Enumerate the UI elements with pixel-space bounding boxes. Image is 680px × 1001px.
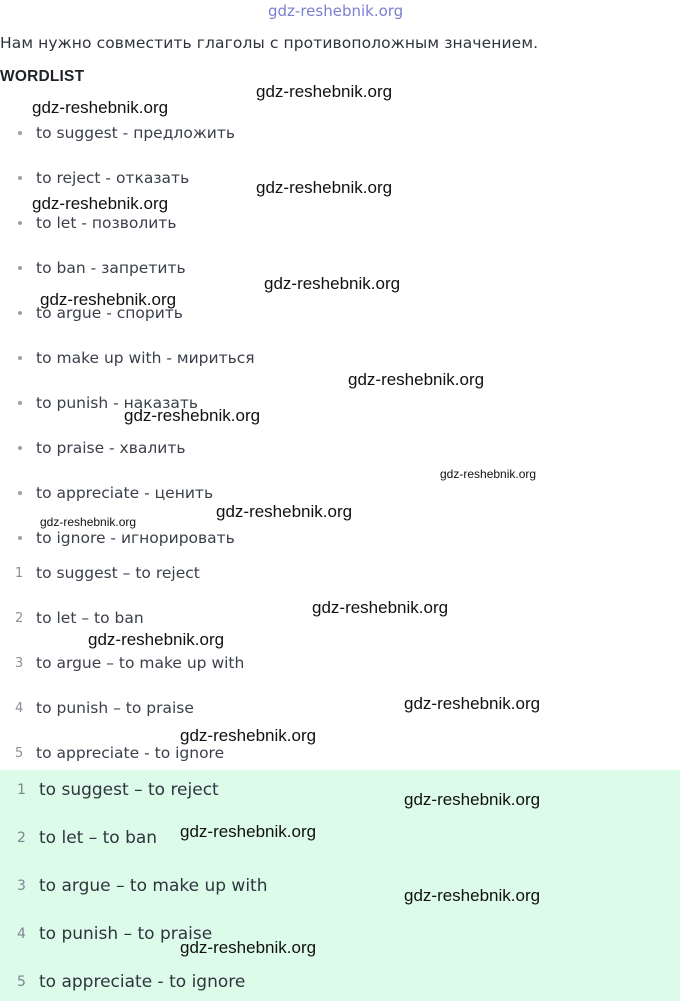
wordlist-text: to ignore - игнорировать bbox=[36, 529, 235, 547]
answer-number: 5 bbox=[17, 974, 26, 990]
answer-number: 1 bbox=[17, 782, 26, 798]
watermark: gdz-reshebnik.org bbox=[180, 938, 317, 957]
wordlist-heading: WORDLIST bbox=[0, 68, 85, 85]
watermark: gdz-reshebnik.org bbox=[180, 726, 317, 745]
answer-number: 3 bbox=[17, 878, 26, 894]
bullet-icon bbox=[18, 356, 22, 360]
answer-text: to appreciate - to ignore bbox=[39, 972, 246, 992]
watermark: gdz-reshebnik.org bbox=[40, 290, 177, 309]
pair-text: to argue – to make up with bbox=[36, 654, 245, 672]
pair-text: to let – to ban bbox=[36, 609, 144, 627]
watermark: gdz-reshebnik.org bbox=[256, 178, 393, 197]
intro-text: Нам нужно совместить глаголы с противоположным значением. bbox=[0, 34, 539, 52]
wordlist-text: to punish - наказать bbox=[36, 394, 199, 412]
answer-number: 2 bbox=[17, 830, 26, 846]
answer-number: 4 bbox=[17, 926, 26, 942]
pair-text: to appreciate - to ignore bbox=[36, 744, 225, 762]
pair-text: to punish – to praise bbox=[36, 699, 194, 717]
watermark: gdz-reshebnik.org bbox=[32, 98, 169, 117]
watermark: gdz-reshebnik.org bbox=[440, 467, 537, 481]
bullet-icon bbox=[18, 536, 22, 540]
wordlist-text: to ban - запретить bbox=[36, 259, 186, 277]
answer-text: to let – to ban bbox=[39, 828, 158, 848]
pair-number: 1 bbox=[15, 565, 24, 581]
bullet-icon bbox=[18, 401, 22, 405]
bullet-icon bbox=[18, 311, 22, 315]
watermark: gdz-reshebnik.org bbox=[348, 370, 485, 389]
watermark: gdz-reshebnik.org bbox=[264, 274, 401, 293]
watermark: gdz-reshebnik.org bbox=[180, 822, 317, 841]
wordlist-text: to argue - спорить bbox=[36, 304, 183, 322]
bullet-icon bbox=[18, 176, 22, 180]
wordlist-text: to reject - отказать bbox=[36, 169, 190, 187]
wordlist-text: to let - позволить bbox=[36, 214, 177, 232]
pair-number: 3 bbox=[15, 655, 24, 671]
pair-number: 4 bbox=[15, 700, 24, 716]
bullet-icon bbox=[18, 221, 22, 225]
answer-text: to suggest – to reject bbox=[39, 780, 219, 800]
watermark: gdz-reshebnik.org bbox=[124, 406, 261, 425]
pair-number: 2 bbox=[15, 610, 24, 626]
watermark: gdz-reshebnik.org bbox=[88, 630, 225, 649]
watermark: gdz-reshebnik.org bbox=[404, 886, 541, 905]
watermark: gdz-reshebnik.org bbox=[404, 694, 541, 713]
bullet-icon bbox=[18, 446, 22, 450]
pair-number: 5 bbox=[15, 745, 24, 761]
bullet-icon bbox=[18, 131, 22, 135]
watermark: gdz-reshebnik.org bbox=[404, 790, 541, 809]
wordlist-text: to make up with - мириться bbox=[36, 349, 255, 367]
wordlist-text: to praise - хвалить bbox=[36, 439, 186, 457]
wordlist-text: to suggest - предложить bbox=[36, 124, 236, 142]
watermark: gdz-reshebnik.org bbox=[256, 82, 393, 101]
watermark: gdz-reshebnik.org bbox=[216, 502, 353, 521]
top-watermark: gdz-reshebnik.org bbox=[268, 2, 404, 20]
watermark: gdz-reshebnik.org bbox=[32, 194, 169, 213]
wordlist-text: to appreciate - ценить bbox=[36, 484, 214, 502]
bullet-icon bbox=[18, 266, 22, 270]
bullet-icon bbox=[18, 491, 22, 495]
pair-text: to suggest – to reject bbox=[36, 564, 200, 582]
watermark: gdz-reshebnik.org bbox=[40, 515, 137, 529]
answer-text: to punish – to praise bbox=[39, 924, 213, 944]
watermark: gdz-reshebnik.org bbox=[312, 598, 449, 617]
answer-text: to argue – to make up with bbox=[39, 876, 268, 896]
